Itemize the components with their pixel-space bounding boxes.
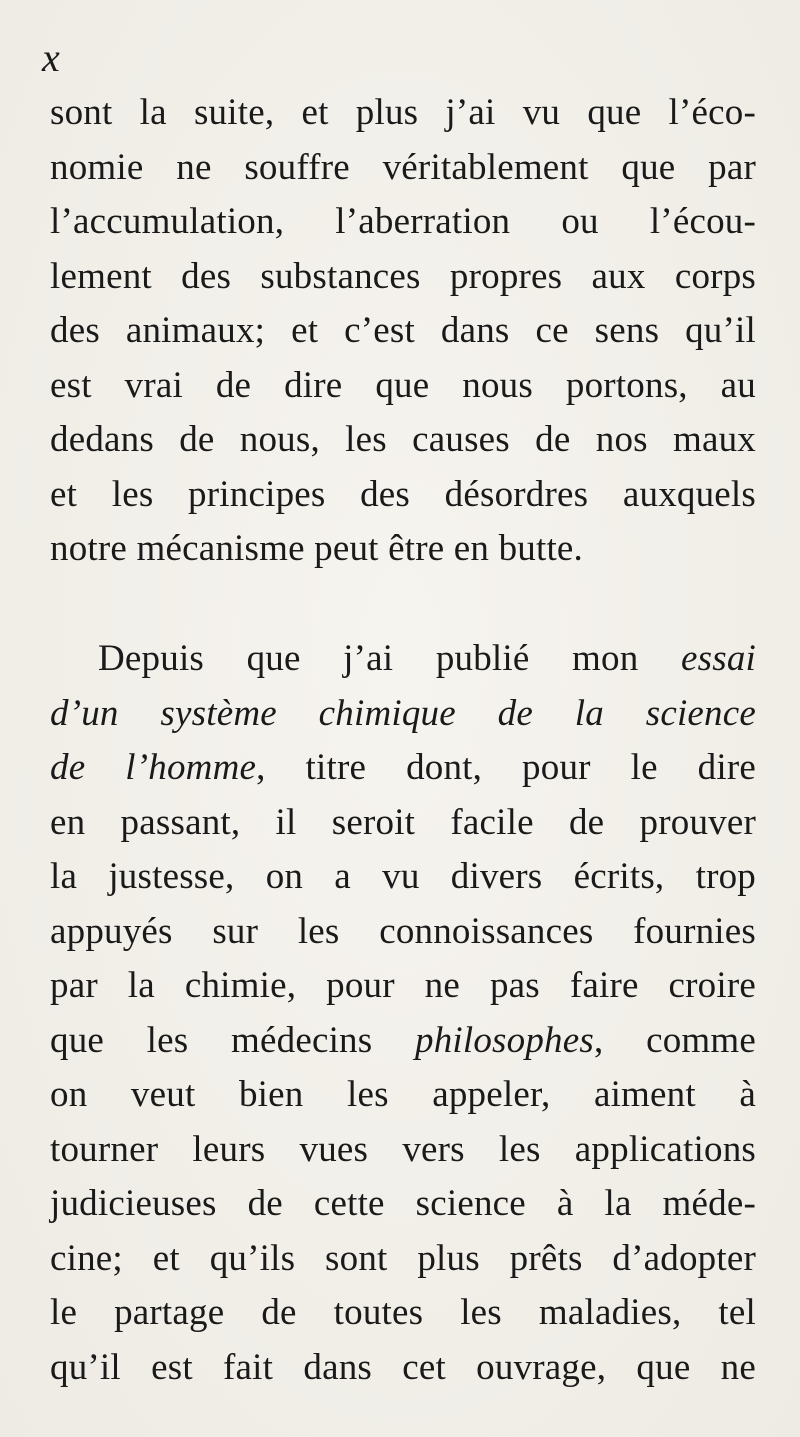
text-segment: tourner leurs vues vers les applications <box>50 1128 756 1170</box>
paragraph-1 <box>50 86 756 577</box>
text-segment: est vrai de dire que nous portons, au <box>50 364 756 406</box>
text-segment: appuyés sur les connoissances fournies <box>50 910 756 952</box>
text-line <box>50 413 756 468</box>
text-segment: dedans de nous, les causes de nos maux <box>50 419 756 460</box>
text-segment: , comme <box>593 1019 756 1061</box>
text-segment: que les médecins <box>50 1019 415 1061</box>
text-line <box>50 1123 756 1178</box>
text-line <box>50 359 756 414</box>
text-line <box>50 796 756 851</box>
italic-text: de l’homme <box>50 747 257 788</box>
text-segment: notre mécanisme peut être en butte. <box>50 528 584 569</box>
text-segment: la justesse, on a vu divers écrits, trop <box>50 856 756 897</box>
text-segment: lement des substances propres aux corps <box>50 255 756 297</box>
text-segment: en passant, il seroit facile de prouver <box>50 801 756 843</box>
text-line <box>50 959 756 1014</box>
text-line <box>50 86 756 141</box>
text-segment: et les principes des désordres auxquels <box>50 473 756 515</box>
text-line <box>50 850 756 905</box>
italic-text: essai <box>681 638 756 679</box>
text-line <box>50 468 756 523</box>
text-segment: cine; et qu’ils sont plus prêts d’adopter <box>50 1237 756 1279</box>
text-line <box>50 1177 756 1232</box>
text-line <box>50 1341 756 1396</box>
text-line <box>50 141 756 196</box>
page-number: x <box>42 35 60 80</box>
text-segment: sont la suite, et plus j’ai vu que l’éco- <box>50 92 756 133</box>
text-segment: judicieuses de cette science à la méde- <box>50 1183 756 1224</box>
paragraph-2 <box>50 632 756 1395</box>
text-segment: , titre dont, pour le dire <box>256 747 756 788</box>
text-line <box>50 1232 756 1287</box>
text-segment: des animaux; et c’est dans ce sens qu’il <box>50 310 756 351</box>
text-line <box>50 1068 756 1123</box>
text-line <box>50 687 756 742</box>
text-line <box>50 304 756 359</box>
text-segment: nomie ne souffre véritablement que par <box>50 146 756 188</box>
text-line <box>50 1286 756 1341</box>
text-line <box>50 250 756 305</box>
text-line <box>50 741 756 796</box>
text-segment: Depuis que j’ai publié mon <box>98 638 681 679</box>
text-segment: l’accumulation, l’aberration ou l’écou- <box>50 201 756 242</box>
text-line <box>50 632 756 687</box>
text-line <box>50 522 756 577</box>
text-segment: le partage de toutes les maladies, tel <box>50 1292 756 1333</box>
text-segment: par la chimie, pour ne pas faire croire <box>50 965 756 1006</box>
text-segment: on veut bien les appeler, aiment à <box>50 1074 756 1115</box>
text-segment: qu’il est fait dans cet ouvrage, que ne <box>50 1346 756 1388</box>
text-line <box>50 1014 756 1069</box>
italic-text: philosophes <box>415 1019 594 1061</box>
text-line <box>50 195 756 250</box>
text-line <box>50 905 756 960</box>
italic-text: d’un système chimique de la science <box>50 692 756 734</box>
